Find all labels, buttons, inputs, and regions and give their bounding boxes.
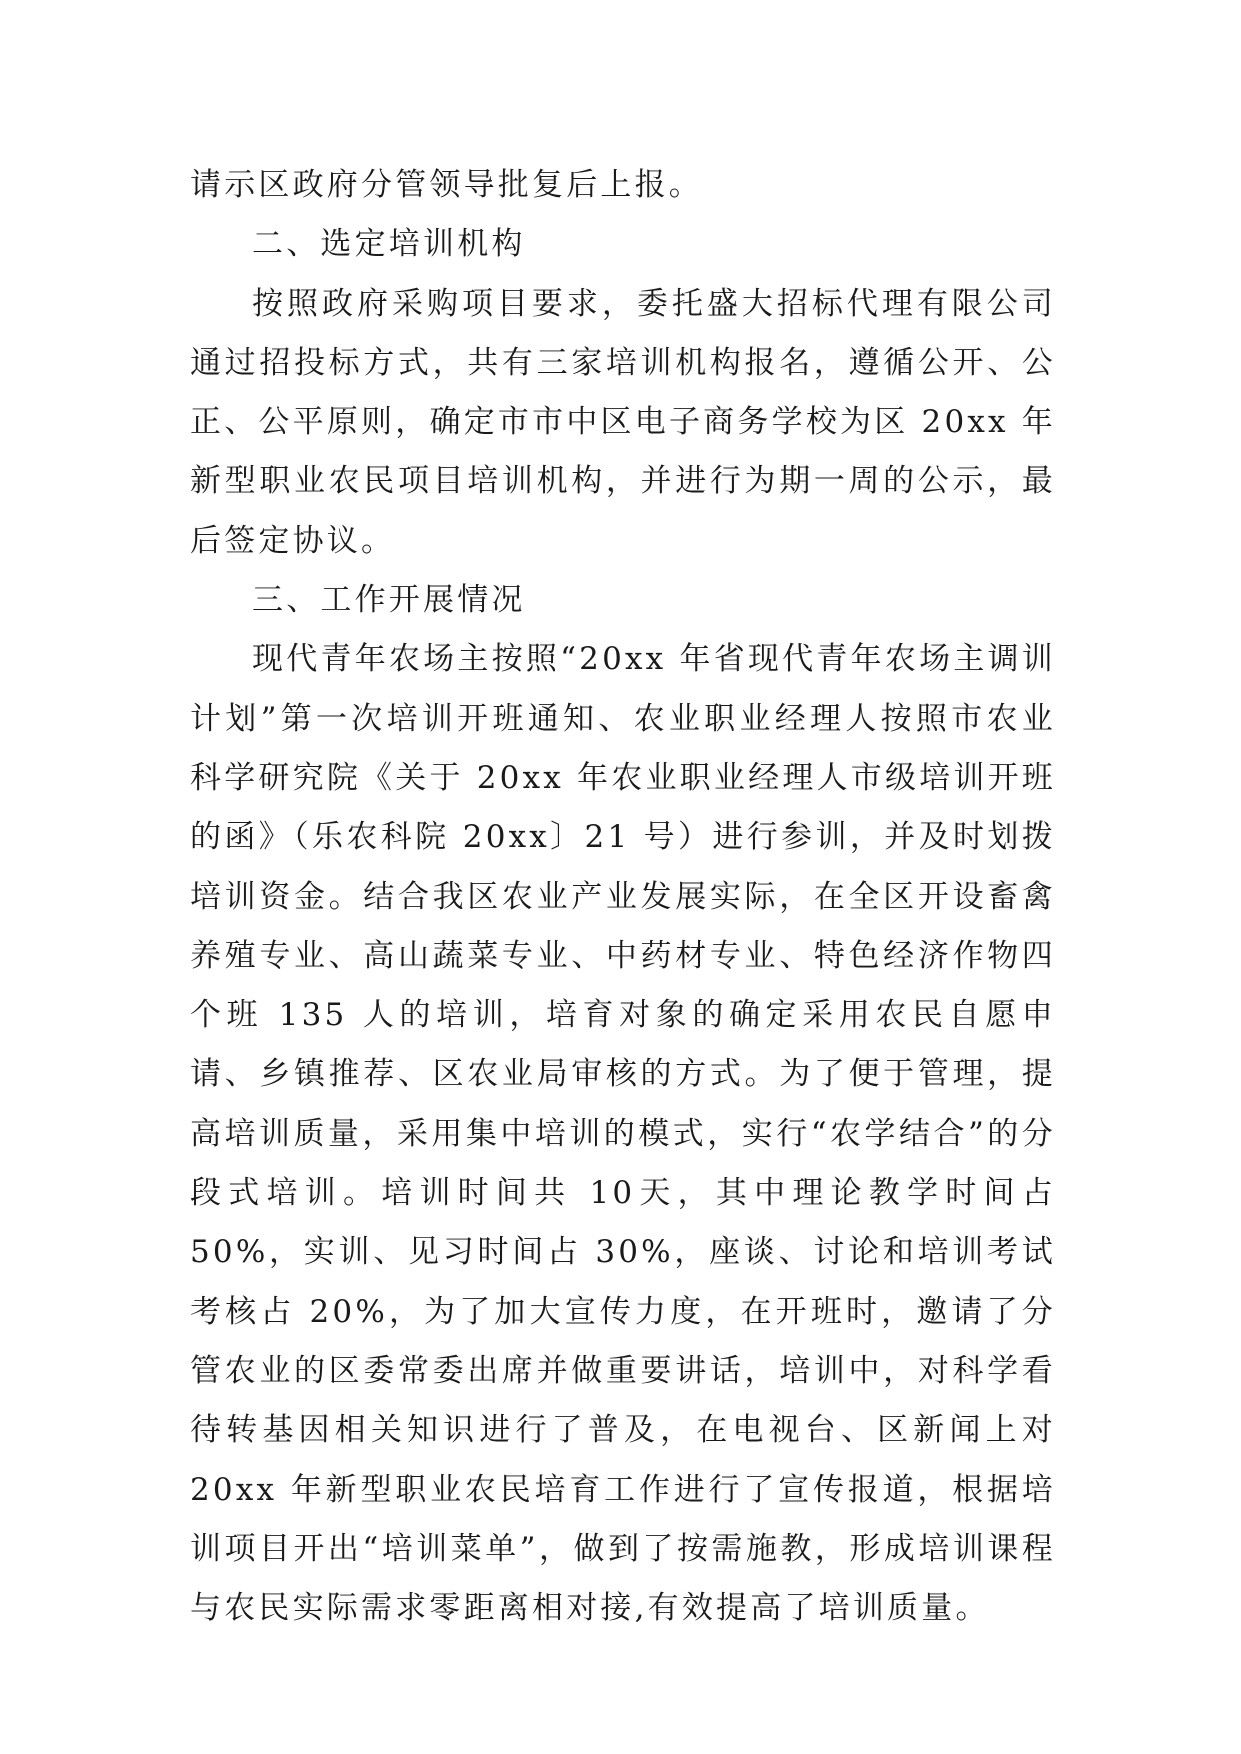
heading-section-2: 二、选定培训机构	[252, 226, 526, 263]
paragraph-intro: 请示区政府分管领导批复后上报。	[190, 167, 703, 203]
document-body	[190, 156, 1056, 1638]
paragraph-work-progress: 现代青年农场主按照“20xx 年省现代青年农场主调训计划”第一次培训开班通知、农业职业经理人按照市农业科学研究院《关于 20xx 年农业职业经理人市级培训开班的函》（乐农科院 20xx〕21 号）进行参训，并及时划拨培训资金。结合我区农业产业发展实际，在全区开设畜禽养殖专业、高山蔬菜专业、中药材专业、特色经济作物四个班 135 人的培训，培育对象的确定采用农民自愿申请、乡镇推荐、区农业局审核的方式。为了便于管理，提高培训质量，采用集中培训的模式，实行“农学结合”的分段式培训。培训时间共 10天，其中理论教学时间占 50%，实训、见习时间占 30%，座谈、讨论和培训考试考核占 20%，为了加大宣传力度，在开班时，邀请了分管农业的区委常委出席并做重要讲话，培训中，对科学看待转基因相关知识进行了普及，在电视台、区新闻上对 20xx 年新型职业农民培育工作进行了宣传报道，根据培训项目开出“培训菜单”，做到了按需施教，形成培训课程与农民实际需求零距离相对接,有效提高了培训质量。	[190, 641, 1056, 1627]
heading-section-3: 三、工作开展情况	[252, 582, 526, 619]
paragraph-training-institution: 按照政府采购项目要求，委托盛大招标代理有限公司通过招投标方式，共有三家培训机构报名，遵循公开、公正、公平原则，确定市市中区电子商务学校为区 20xx 年新型职业农民项目培训机构，并进行为期一周的公示，最后签定协议。	[190, 285, 1056, 559]
